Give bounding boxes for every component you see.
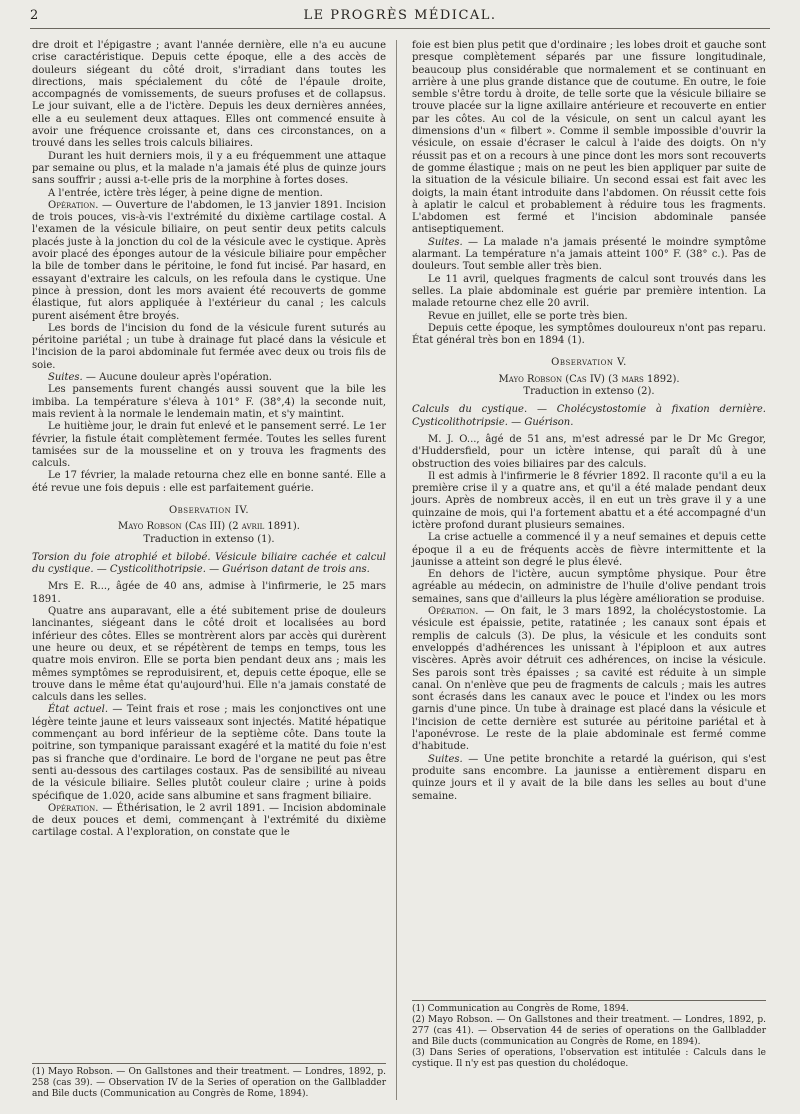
paragraph: La crise actuelle a commencé il y a neuf semaines et depuis cette époque il a eu de fréquents accès de fièvre intermittente et la jaunisse a atteint son degré le plus élevé. <box>412 532 766 568</box>
paragraph <box>412 606 766 754</box>
footnote-divider <box>412 1000 766 1001</box>
paragraph <box>32 372 386 384</box>
paragraph: Depuis cette époque, les symptômes douloureux n'ont pas reparu. État général très bon en 1894 (1). <box>412 322 766 347</box>
section-label: État actuel. <box>48 704 108 716</box>
paragraph-text: — Une petite bronchite a retardé la guérison, qui s'est produite sans encombre. La jaunisse a entièrement disparu en quinze jours et il y avait de la bile dans les selles au bout d'une semaine. <box>412 753 766 802</box>
footnote-divider <box>32 1063 386 1064</box>
paragraph-text: — Aucune douleur après l'opération. <box>82 372 272 384</box>
paragraph: M. J. O..., âgé de 51 ans, m'est adressé par le Dr Mc Gregor, d'Huddersfield, pour un ictère intense, qui paraît dû à une obstruction des voies biliaires par des calculs. <box>412 433 766 470</box>
footnote: (1) Communication au Congrès de Rome, 1894. <box>412 1004 629 1014</box>
paragraph: Quatre ans auparavant, elle a été subitement prise de douleurs lancinantes, siégeant dans le côté droit et localisées au bord inférieur des côtes. Elles se montrèrent alors par accès qui durèrent une heure ou deux, et se répétèrent de temps en temps, tous les quatre mois environ. Elle se porta bien pendant deux ans ; mais les mêmes symptômes se reproduisirent, et, depuis cette époque, elle se trouve dans le même état qu'aujourd'hui. Elle n'a jamais constaté de calculs dans les selles. <box>32 606 386 704</box>
paragraph: A l'entrée, ictère très léger, à peine digne de mention. <box>48 187 323 199</box>
paragraph: Il est admis à l'infirmerie le 8 février 1892. Il raconte qu'il a eu la première crise il y a quatre ans, et qu'il a été malade pendant deux jours. Après de nombreux accès, il en eut un très grave il y a une quinzaine de mois, qui l'a fortement abattu et a été accompagné d'un ictère profond durant plusieurs semaines. <box>412 470 766 531</box>
observation-title: Torsion du foie atrophié et bilobé. Vésicule biliaire cachée et calcul du cystique. — Cysticolithotripsie. — Guérison datant de trois ans. <box>32 551 386 576</box>
paragraph: Les bords de l'incision du fond de la vésicule furent suturés au péritoine pariétal ; un tube à drainage fut placé dans la vésicule et l'incision de la paroi abdominale fut fermée avec deux ou trois fils de soie. <box>32 322 386 371</box>
running-title: LE PROGRÈS MÉDICAL. <box>303 8 497 23</box>
observation-translation: Traduction in extenso (2). <box>523 386 655 398</box>
paragraph: En dehors de l'ictère, aucun symptôme physique. Pour être agréable au médecin, on administre de l'huile d'olive pendant trois semaines, sans que d'ailleurs la plus légère amélioration se produise. <box>412 569 766 605</box>
paragraph-text: — Ouverture de l'abdomen, le 13 janvier 1891. Incision de trois pouces, vis-à-vis l'extrémité du dixième cartilage costal. A l'examen de la vésicule biliaire, on peut sentir deux petits calculs placés juste à la jonction du col de la vésicule avec le cystique. Après avoir placé des éponges autour de la vésicule biliaire pour empêcher la bile de tomber dans le péritoine, le fond fut incisé. Par hasard, en essayant d'extraire les calculs, on les refoula dans le cystique. Une pince à pression, dont les mors avaient été recouverts de gomme élastique, fut alors appliquée à l'extérieur du canal ; les calculs purent aisément être broyés. <box>32 199 386 322</box>
observation-translation: Traduction in extenso (1). <box>143 533 275 545</box>
paragraph: Les pansements furent changés aussi souvent que la bile les imbiba. La température s'éleva à 101° F. (38°,4) la seconde nuit, mais revient à la normale le lendemain matin, et s'y maintint. <box>32 384 386 420</box>
footnote: (2) Mayo Robson. — On Gallstones and their treatment. — Londres, 1892, p. 277 (cas 41). — Observation 44 de series of operations on the Gallbladder and Bile ducts (communication au Congrès de Rome, en 1894). <box>412 1015 766 1047</box>
paragraph <box>32 704 386 802</box>
observation-title: Calculs du cystique. — Cholécystostomie à fixation dernière. Cysticolithotripsie. — Guérison. <box>412 404 766 428</box>
section-label: Suites. <box>48 372 83 384</box>
paragraph: Durant les huit derniers mois, il y a eu fréquemment une attaque par semaine ou plus, et la malade n'a jamais été plus de quinze jours sans souffrir ; aussi a-t-elle pris de la morphine à fortes doses. <box>32 150 386 187</box>
left-column <box>32 40 386 1100</box>
observation-heading: Observation IV. <box>168 504 250 516</box>
section-label: Opération. <box>428 606 479 618</box>
paragraph <box>32 200 386 323</box>
footnotes <box>412 994 766 1070</box>
footnotes <box>32 1057 386 1100</box>
paragraph-text: — La malade n'a jamais présenté le moindre symptôme alarmant. La température n'a jamais atteint 100° F. (38° c.). Pas de douleurs. Tout semble aller très bien. <box>412 236 766 273</box>
paragraph <box>412 754 766 803</box>
paragraph: foie est bien plus petit que d'ordinaire ; les lobes droit et gauche sont presque complètement séparés par une fissure longitudinale, beaucoup plus considérable que normalement et se continuant en arrière à une plus grande distance que de coutume. En outre, le foie semble s'être tordu à droite, de telle sorte que la vésicule biliaire se trouve placée sur la ligne axillaire antérieure et recouverte en entier par les côtes. Au col de la vésicule, on sent un calcul ayant les dimensions d'un « filbert ». Comme il semble impossible d'ouvrir la vésicule, on essaie d'écraser le calcul à l'aide des doigts. On n'y réussit pas et on a recours à une pince dont les mors sont recouverts de gomme élastique ; mais on ne peut les bien appliquer par suite de la situation de la vésicule biliaire. Un second essai est fait avec les doigts, la main étant introduite dans l'abdomen. On réussit cette fois à aplatir le calcul et probablement à réduire tous les fragments. L'abdomen est fermé et l'incision abdominale pansée antiseptiquement. <box>412 40 766 236</box>
paragraph-text: — Teint frais et rose ; mais les conjonctives ont une légère teinte jaune et leurs vaisseaux sont injectés. Matité hépatique commençant au bord inférieur de la septième côte. Dans toute la poitrine, son tympanique paraissant exagéré et la matité du foie n'est pas si franche que d'ordinaire. Le bord de l'organe ne peut pas être senti au-dessous des cartilages costaux. Pas de sensibilité au niveau de la vésicule biliaire. Selles plutôt couleur claire ; urine à poids spécifique de 1.020, acide sans albumine et sans fragment biliaire. <box>32 704 386 802</box>
paragraph: Le huitième jour, le drain fut enlevé et le pansement serré. Le 1er février, la fistule était complètement fermée. Toutes les selles furent tamisées sur de la mousseline et on y trouva les fragments des calculs. <box>32 421 386 470</box>
section-label: Opération. <box>48 199 99 211</box>
page-number: 2 <box>30 8 39 23</box>
page-header <box>30 6 770 29</box>
column-divider <box>396 40 397 1100</box>
paragraph <box>32 803 386 840</box>
paragraph <box>412 237 766 274</box>
paragraph: Mrs E. R..., âgée de 40 ans, admise à l'infirmerie, le 25 mars 1891. <box>32 581 386 605</box>
paragraph-text: — Éthérisation, le 2 avril 1891. — Incision abdominale de deux pouces et demi, commençant à l'extrémité du dixième cartilage costal. A l'exploration, on constate que le <box>32 802 386 839</box>
footnote: (3) Dans Series of operations, l'observation est intitulée : Calculs dans le cystique. Il n'y est pas question du cholédoque. <box>412 1048 766 1069</box>
footnote: (1) Mayo Robson. — On Gallstones and their treatment. — Londres, 1892, p. 258 (cas 39). — Observation IV de la Series of operation on the Gallbladder and Bile ducts (Communication au Congrès de Rome, 1894). <box>32 1067 386 1099</box>
section-label: Suites. <box>428 236 463 248</box>
observation-author: Mayo Robson (Cas III) (2 avril 1891). <box>118 521 300 533</box>
paragraph: Le 17 février, la malade retourna chez elle en bonne santé. Elle a été revue une fois depuis : elle est parfaitement guérie. <box>32 470 386 494</box>
right-column <box>412 40 766 1100</box>
section-label: Opération. <box>48 802 99 814</box>
paragraph-text: — On fait, le 3 mars 1892, la cholécystostomie. La vésicule est épaissie, petite, ratatinée ; les canaux sont épais et remplis de calculs (3). De plus, la vésicule et les conduits sont enveloppés d'adhérences les unissant à l'épiploon et aux autres viscères. Après avoir détruit ces adhérences, on incise la vésicule. Ses parois sont très épaisses ; sa cavité est réduite à un simple canal. On n'enlève que peu de fragments de calculs ; mais les autres sont écrasés dans les canaux avec le pouce et l'index ou les mors garnis d'une pince. Un tube à drainage est placé dans la vésicule et l'incision de cette dernière est suturée au péritoine pariétal et à l'aponévrose. Le reste de la plaie abdominale est fermé comme d'habitude. <box>412 606 766 753</box>
paragraph: dre droit et l'épigastre ; avant l'année dernière, elle n'a eu aucune crise caractéristique. Depuis cette époque, elle a des accès de douleurs siégeant du côté droit, s'irradiant dans toutes les directions, mais spécialement du côté de l'épaule droite, accompagnés de vomissements, de sueurs profuses et de collapsus. Le jour suivant, elle a de l'ictère. Depuis les deux dernières années, elle a eu seulement deux attaques. Elles ont commencé ensuite à avoir une fréquence croissante et, dans ces circonstances, on a trouvé dans les selles trois calculs biliaires. <box>32 40 386 150</box>
observation-heading: Observation V. <box>551 357 627 369</box>
section-label: Suites. <box>428 753 463 765</box>
paragraph: Revue en juillet, elle se porte très bien. <box>428 310 628 322</box>
paragraph: Le 11 avril, quelques fragments de calcul sont trouvés dans les selles. La plaie abdominale est guérie par première intention. La malade retourne chez elle 20 avril. <box>412 273 766 310</box>
observation-author: Mayo Robson (Cas IV) (3 mars 1892). <box>498 373 680 385</box>
